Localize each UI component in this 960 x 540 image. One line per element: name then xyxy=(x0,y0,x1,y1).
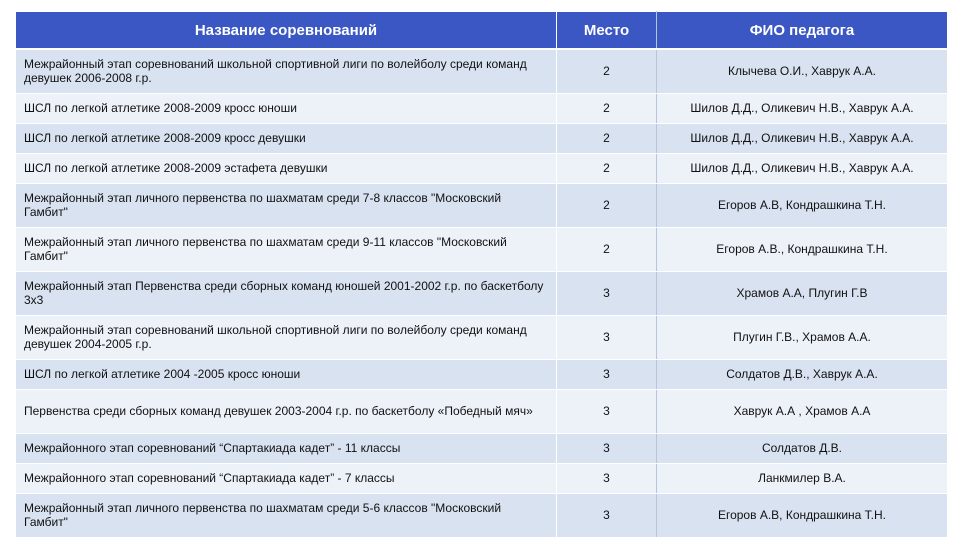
table-row xyxy=(16,93,948,123)
place-cell: 2 xyxy=(557,123,657,153)
competition-name-cell: ШСЛ по легкой атлетике 2008-2009 эстафета девушки xyxy=(16,153,557,183)
table-row xyxy=(16,315,948,359)
place-cell: 3 xyxy=(557,389,657,433)
results-table xyxy=(15,11,948,538)
header-competition-name: Название соревнований xyxy=(16,12,557,50)
table-row xyxy=(16,271,948,315)
place-cell: 2 xyxy=(557,49,657,93)
table-row xyxy=(16,493,948,537)
place-cell: 3 xyxy=(557,433,657,463)
place-cell: 2 xyxy=(557,183,657,227)
competition-name-cell: Межрайонный этап личного первенства по шахматам среди 5-6 классов "Московский Гамбит" xyxy=(16,493,557,537)
competition-name-cell: ШСЛ по легкой атлетике 2008-2009 кросс юноши xyxy=(16,93,557,123)
place-cell: 2 xyxy=(557,227,657,271)
teacher-cell: Егоров А.В, Кондрашкина Т.Н. xyxy=(657,493,948,537)
table-row xyxy=(16,227,948,271)
table-row xyxy=(16,183,948,227)
table-row xyxy=(16,433,948,463)
competition-name-cell: Межрайонный этап соревнований школьной спортивной лиги по волейболу среди команд девушек 2004-2005 г.р. xyxy=(16,315,557,359)
teacher-cell: Солдатов Д.В., Хаврук А.А. xyxy=(657,359,948,389)
place-cell: 3 xyxy=(557,315,657,359)
place-cell: 3 xyxy=(557,463,657,493)
header-row xyxy=(16,12,948,50)
teacher-cell: Солдатов Д.В. xyxy=(657,433,948,463)
competition-name-cell: Первенства среди сборных команд девушек 2003-2004 г.р. по баскетболу «Победный мяч» xyxy=(16,389,557,433)
table-row xyxy=(16,153,948,183)
table-row xyxy=(16,389,948,433)
table-row xyxy=(16,359,948,389)
header-teacher: ФИО педагога xyxy=(657,12,948,50)
table-body xyxy=(16,49,948,537)
place-cell: 3 xyxy=(557,493,657,537)
table-row xyxy=(16,123,948,153)
teacher-cell: Клычева О.И., Хаврук А.А. xyxy=(657,49,948,93)
competition-name-cell: ШСЛ по легкой атлетике 2004 -2005 кросс юноши xyxy=(16,359,557,389)
table-row xyxy=(16,49,948,93)
competition-name-cell: Межрайонный этап личного первенства по шахматам среди 7-8 классов "Московский Гамбит" xyxy=(16,183,557,227)
place-cell: 2 xyxy=(557,93,657,123)
table-row xyxy=(16,463,948,493)
competition-name-cell: Межрайонный этап соревнований школьной спортивной лиги по волейболу среди команд девушек 2006-2008 г.р. xyxy=(16,49,557,93)
place-cell: 2 xyxy=(557,153,657,183)
competition-name-cell: Межрайонного этап соревнований “Спартакиада кадет” - 11 классы xyxy=(16,433,557,463)
competition-name-cell: Межрайонный этап Первенства среди сборных команд юношей 2001-2002 г.р. по баскетболу 3х3 xyxy=(16,271,557,315)
teacher-cell: Ланкмилер В.А. xyxy=(657,463,948,493)
place-cell: 3 xyxy=(557,359,657,389)
teacher-cell: Храмов А.А, Плугин Г.В xyxy=(657,271,948,315)
place-cell: 3 xyxy=(557,271,657,315)
teacher-cell: Хаврук А.А , Храмов А.А xyxy=(657,389,948,433)
teacher-cell: Егоров А.В, Кондрашкина Т.Н. xyxy=(657,183,948,227)
competition-name-cell: Межрайонного этап соревнований “Спартакиада кадет” - 7 классы xyxy=(16,463,557,493)
teacher-cell: Егоров А.В., Кондрашкина Т.Н. xyxy=(657,227,948,271)
header-place: Место xyxy=(557,12,657,50)
teacher-cell: Шилов Д.Д., Оликевич Н.В., Хаврук А.А. xyxy=(657,123,948,153)
competition-name-cell: Межрайонный этап личного первенства по шахматам среди 9-11 классов "Московский Гамбит" xyxy=(16,227,557,271)
teacher-cell: Шилов Д.Д., Оликевич Н.В., Хаврук А.А. xyxy=(657,153,948,183)
teacher-cell: Плугин Г.В., Храмов А.А. xyxy=(657,315,948,359)
teacher-cell: Шилов Д.Д., Оликевич Н.В., Хаврук А.А. xyxy=(657,93,948,123)
competition-name-cell: ШСЛ по легкой атлетике 2008-2009 кросс девушки xyxy=(16,123,557,153)
